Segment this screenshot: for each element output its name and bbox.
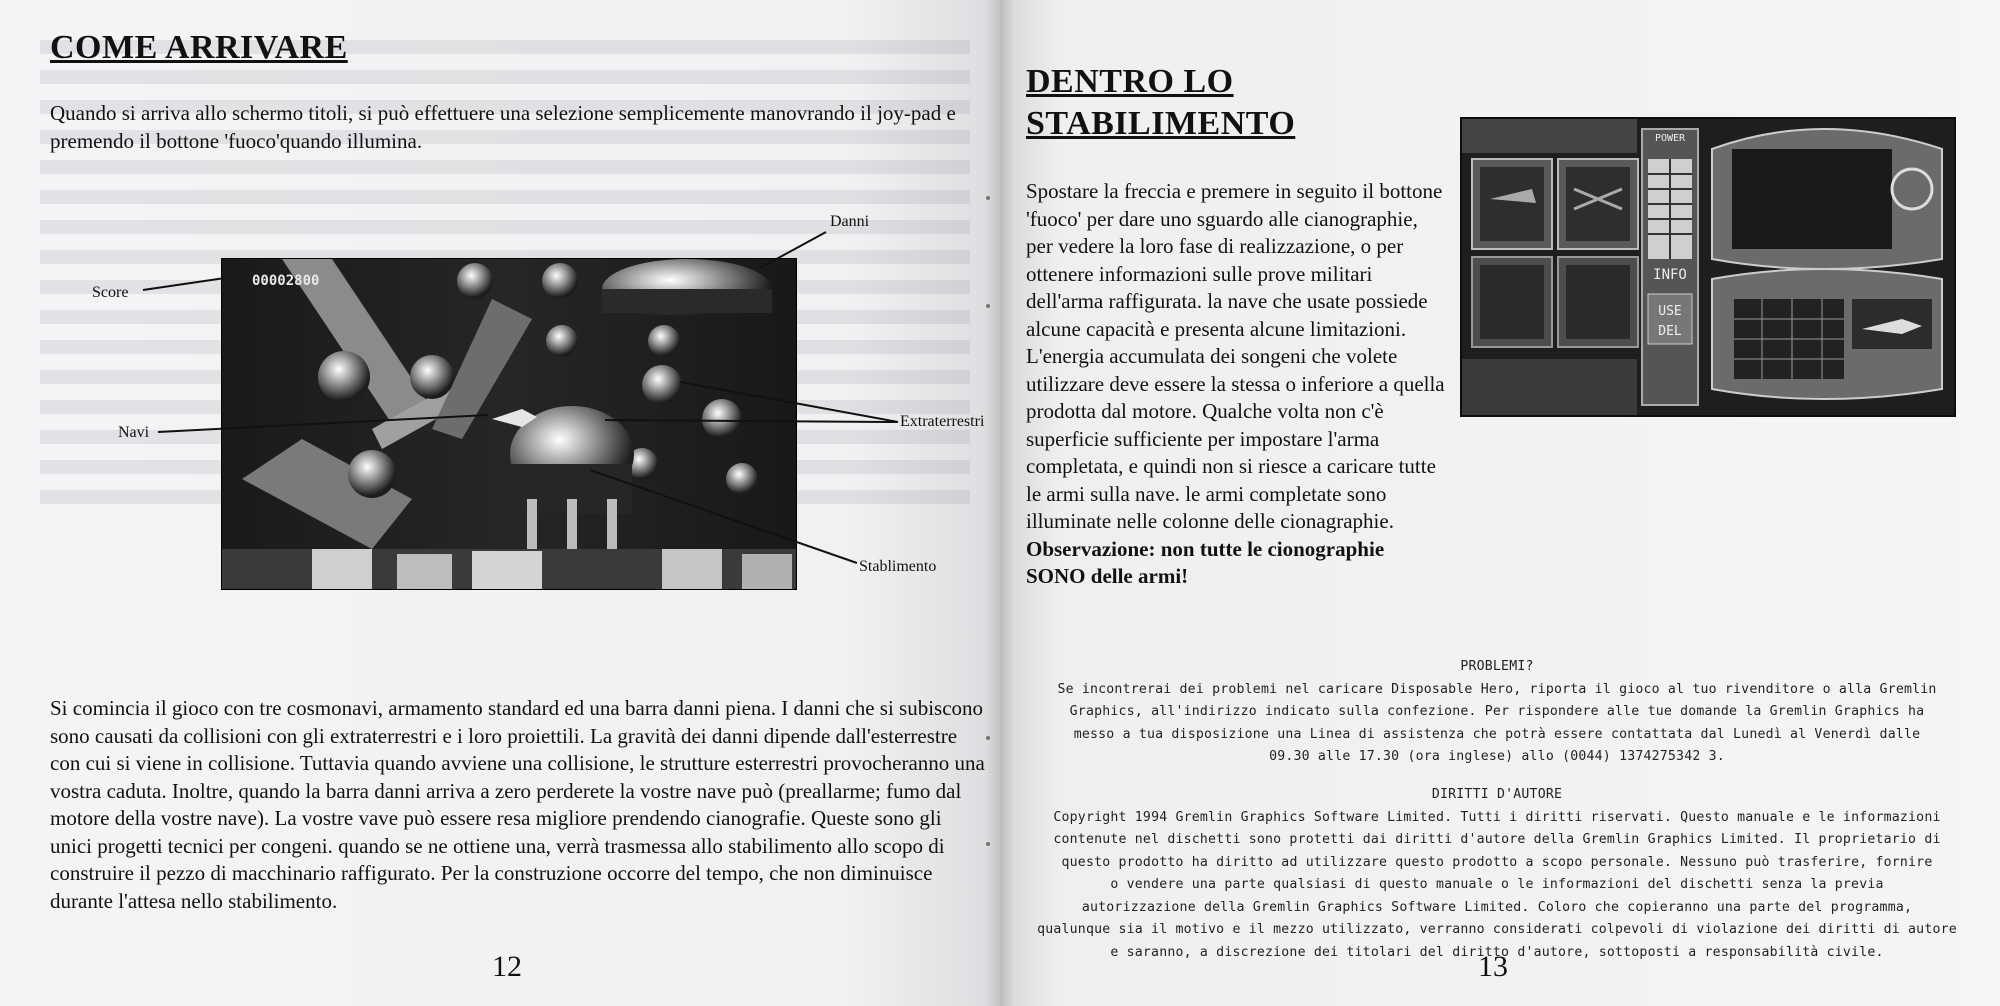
observation-note: Observazione: non tutte le cionographie SONO delle armi! [1026, 536, 1385, 588]
page-title-dentro-lo: DENTRO LO [1026, 63, 1234, 100]
label-danni: Danni [830, 213, 870, 230]
factory-screenshot [1460, 117, 1956, 417]
factory-use-label: USE [1658, 304, 1682, 319]
factory-scene-graphic [1462, 119, 1954, 415]
body-paragraph: Si comincia il gioco con tre cosmonavi, armamento standard ed una barra danni piena. I danni che si subiscono sono causati da collisioni con gli extraterrestri e i loro proiettili. La gravità dei danni dipende dall'esterrestre con cui si viene in collisione. Tuttavia quando avviene una collisione, le strutture esterrestri provocheranno una vostra caduta. Inoltre, quando la barra danni arriva a zero perderete la vostre nave può (preallarme; fumo dal motore della vostre nave). La vostre vave può essere resa migliore prendendo cianografie. Queste sono gli unici progetti tecnici per congeni. quando se ne ottiene una, verrà trasmessa allo stabilimento allo scopo di construire il pezzo di macchinario raffigurato. Per la construzione occorre del tempo, che non diminuisce durante l'attesa nello stabilimento. [50, 696, 985, 913]
rights-line: autorizzazione della Gremlin Graphics Software Limited. Coloro che copieranno una parte del programma, [1081, 899, 1913, 915]
problems-line: Graphics, all'indirizzo indicato sulla confezione. Per rispondere alle tue domande la Gremlin Graphics ha [1069, 704, 1925, 719]
problems-line: 09.30 alle 17.30 (ora inglese) allo (0044) 1374275342 3. [1269, 749, 1725, 764]
intro-paragraph: Quando si arriva allo schermo titoli, si può effettuere una selezione semplicemente manovrando il joy-pad e premendo il bottone 'fuoco'quando illumina. [50, 101, 956, 153]
problems-section [1022, 656, 1972, 769]
rights-line: e saranno, a discrezione dei titolari del diritto d'autore, sottoposti a responsabilità civile. [1110, 944, 1884, 960]
label-extraterrestri: Extraterrestri [900, 413, 985, 430]
label-score: Score [92, 284, 129, 301]
page-number-12: 12 [492, 950, 522, 983]
factory-del-label: DEL [1658, 324, 1682, 339]
label-stablimento: Stablimento [859, 558, 937, 575]
hud-score-text: 00002800 [252, 273, 320, 289]
problems-line: messo a tua disposizione una Linea di assistenza che potrà essere contattata dal Lunedì al Venerdì dalle [1073, 726, 1921, 742]
label-navi: Navi [118, 424, 150, 441]
factory-power-label: POWER [1654, 133, 1686, 144]
problems-heading: PROBLEMI? [1460, 659, 1534, 674]
rights-line: questo prodotto ha diritto ad utilizzare questo prodotto a scopo personale. Nessuno può trasferire, fornire [1061, 854, 1933, 870]
factory-info-label: INFO [1653, 267, 1687, 283]
rights-line: qualunque sia il motivo e il mezzo utilizzato, verranno considerati colpevoli di violazione dei diritti di autore [1037, 922, 1957, 937]
problems-line: Se incontrerai dei problemi nel caricare Disposable Hero, riporta il gioco al tuo rivenditore o alla Gremlin [1057, 681, 1937, 697]
rights-line: contenute nel dischetti sono protetti dai diritti d'autore della Gremlin Graphics Limited. Il proprietario di [1053, 832, 1941, 847]
right-page [1000, 0, 2000, 1006]
factory-paragraph [1026, 178, 1446, 591]
rights-heading: DIRITTI D'AUTORE [1431, 787, 1563, 802]
rights-section [1022, 784, 1972, 964]
page-number-13: 13 [1478, 950, 1508, 983]
page-title-come-arrivare: COME ARRIVARE [50, 29, 348, 66]
rights-line: Copyright 1994 Gremlin Graphics Software Limited. Tutti i diritti riservati. Questo manuale e le informazioni [1053, 809, 1941, 825]
factory-paragraph-text: Spostare la freccia e premere in seguito il bottone 'fuoco' per dare uno sguardo alle cianographie, per vedere la loro fase di realizzazione, o per ottenere informazioni sulle prove militari dell'arma raffigurata. la nave che usate possiede alcune capacità e presenta alcune limitazioni. L'energia accumulata dei songeni che volete utilizzare deve essere la stessa o inferiore a quella prodotta dal motore. Qualche volta non c'è superficie sufficiente per impostare l'arma completata, e quindi non si riesce a caricare tutte le armi sulla nave. le armi completate sono illuminate nelle colonne delle cionagraphie. [1026, 179, 1445, 533]
rights-line: o vendere una parte qualsiasi di questo manuale o le informazioni del dischetti senza la previa [1110, 877, 1884, 892]
page-title-stabilimento: STABILIMENTO [1026, 105, 1296, 142]
book-gutter-shadow [985, 0, 1015, 1006]
